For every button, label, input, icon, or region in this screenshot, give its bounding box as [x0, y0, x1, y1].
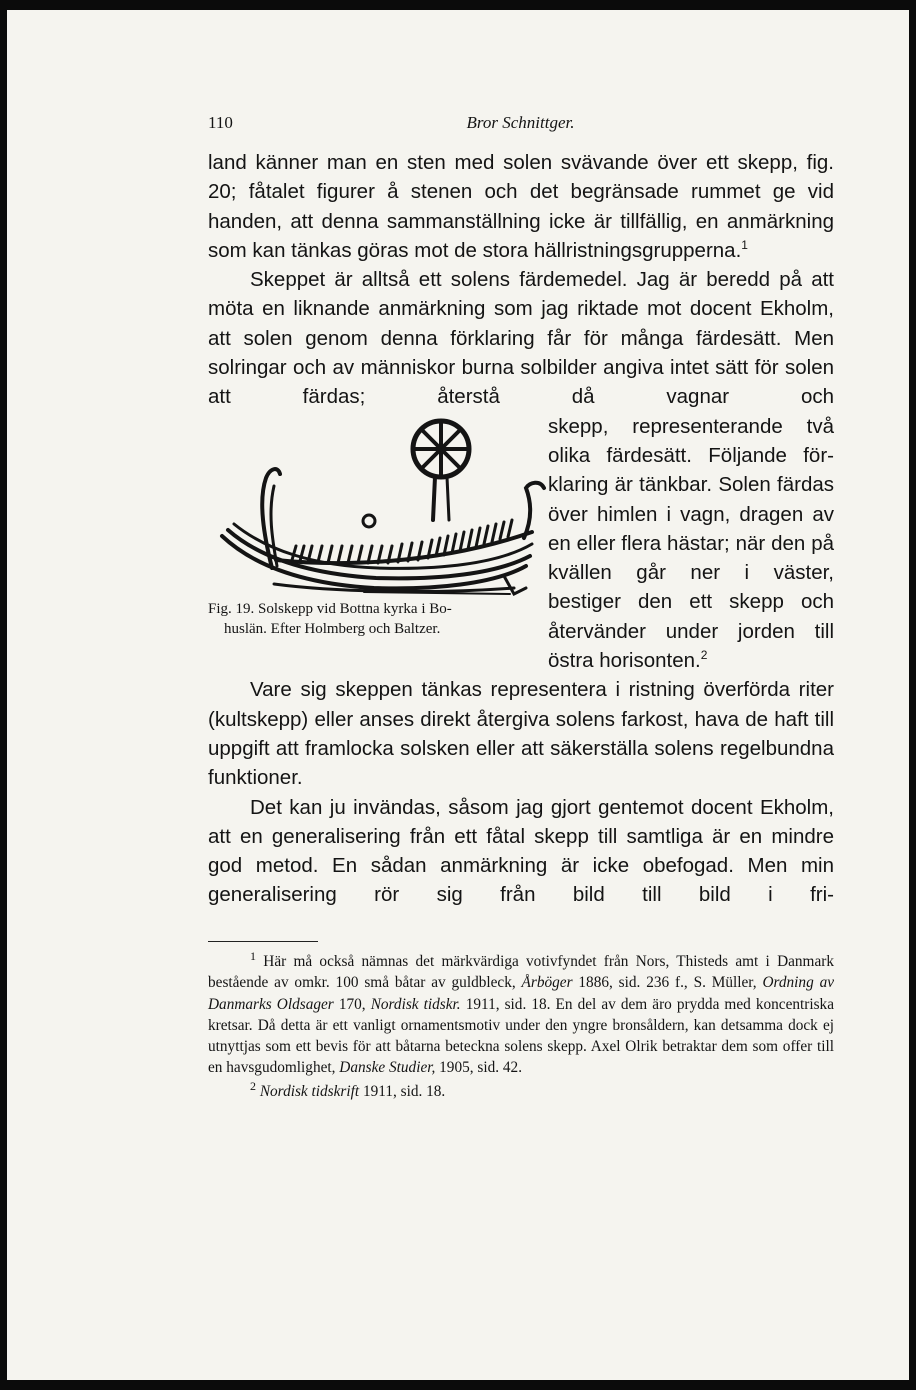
footnote-1-title-c: Nordisk tidskr. — [370, 995, 461, 1013]
running-header — [208, 113, 833, 141]
footnote-2-marker: 2 — [250, 1078, 256, 1093]
paragraph-3: Vare sig skeppen tänkas representera i ristning överförda riter (kultskepp) eller anses direkt återgiva solens farkost, hava de haft till uppgift att framlocka solsken eller att säkerställa solens regelbundna funktioner. — [208, 678, 834, 790]
footnote-2 — [208, 1078, 834, 1102]
figure-caption — [208, 599, 544, 639]
caption-line-1: Fig. 19. Solskepp vid Bottna kyrka i Bo- — [208, 600, 452, 617]
running-title: Bror Schnittger. — [466, 113, 575, 132]
paragraph-1-text: land känner man en sten med solen svävande över ett skepp, fig. 20; fåtalet figurer å stenen och det begränsade rummet ge vid handen, att denna sammanställning icke är tillfällig, en anmärkning som kan tänkas göras mot de stora hällristningsgrupperna. — [208, 151, 834, 262]
main-text — [208, 148, 834, 910]
page-number: 110 — [208, 113, 233, 132]
footnote-1-title-a: Årböger — [521, 974, 573, 992]
footnotes — [208, 948, 835, 1102]
caption-line-2: huslän. Efter Holmberg och Baltzer. — [224, 620, 441, 637]
footnote-1-text-b: 1886, sid. 236 f., S. Müller, — [578, 974, 757, 992]
footnote-1-text-e: 1905, sid. 42. — [439, 1059, 523, 1077]
footnote-1-marker: 1 — [250, 948, 256, 963]
paragraph-2a: Skeppet är alltså ett solens färdemedel. Jag är beredd på att möta en liknande anmärkning som jag riktade mot docent Ekholm, att solen genom denna förklaring får för många färdesätt. Men solringar och av människor burna solbilder angiva intet sätt för solen att färdas; återstå då vagnar och — [208, 268, 834, 409]
footnote-1-text-d: 1911, sid. 18. En del av dem äro prydda med koncentriska kretsar. Då detta är ett vanligt ornamentsmotiv under den yngre bronsåldern, kan detsamma dock ej utnyttjas som ett bevis för att båtarna beteckna solens skepp. Axel Olrik betraktar dem som offer till en havsgudomlighet, — [208, 995, 834, 1077]
footnote-2-text: 1911, sid. 18. — [362, 1082, 446, 1100]
paragraph-2b-text: skepp, representerande två olika färdesätt. Följande förklaring är tänkbar. Solen färdas över himlen i vagn, dragen av en eller flera hästar; när den på kvällen går ner i väster, bestiger den ett skepp och återvänder under jorden till östra horisonten. — [548, 414, 834, 673]
footnote-1 — [208, 948, 835, 1079]
footnote-2-title: Nordisk tidskrift — [259, 1082, 360, 1100]
footnote-1-title-b: Ordning av Danmarks Oldsager — [208, 974, 835, 1013]
sun-ship-illustration — [214, 416, 550, 596]
footnote-ref-1: 1 — [741, 238, 748, 253]
footnote-1-text-a: Här må också nämnas det märkvärdiga votivfyndet från Nors, Thisteds amt i Danmark bestående av omkr. 100 små båtar av guldbleck, — [208, 953, 834, 992]
footnote-separator — [208, 941, 318, 942]
footnote-1-title-d: Danske Studier, — [339, 1059, 436, 1077]
footnote-ref-2: 2 — [700, 648, 708, 663]
paragraph-1 — [208, 148, 834, 265]
figure-19 — [208, 412, 548, 674]
footnote-1-text-c: 170, — [338, 995, 366, 1013]
paragraph-4: Det kan ju invändas, såsom jag gjort gentemot docent Ekholm, att en generalisering från ett fåtal skepp till samtliga är en mindre god metod. En sådan anmärkning är icke obefogad. Men min generalisering rör sig från bild till bild i fri- — [208, 795, 834, 907]
